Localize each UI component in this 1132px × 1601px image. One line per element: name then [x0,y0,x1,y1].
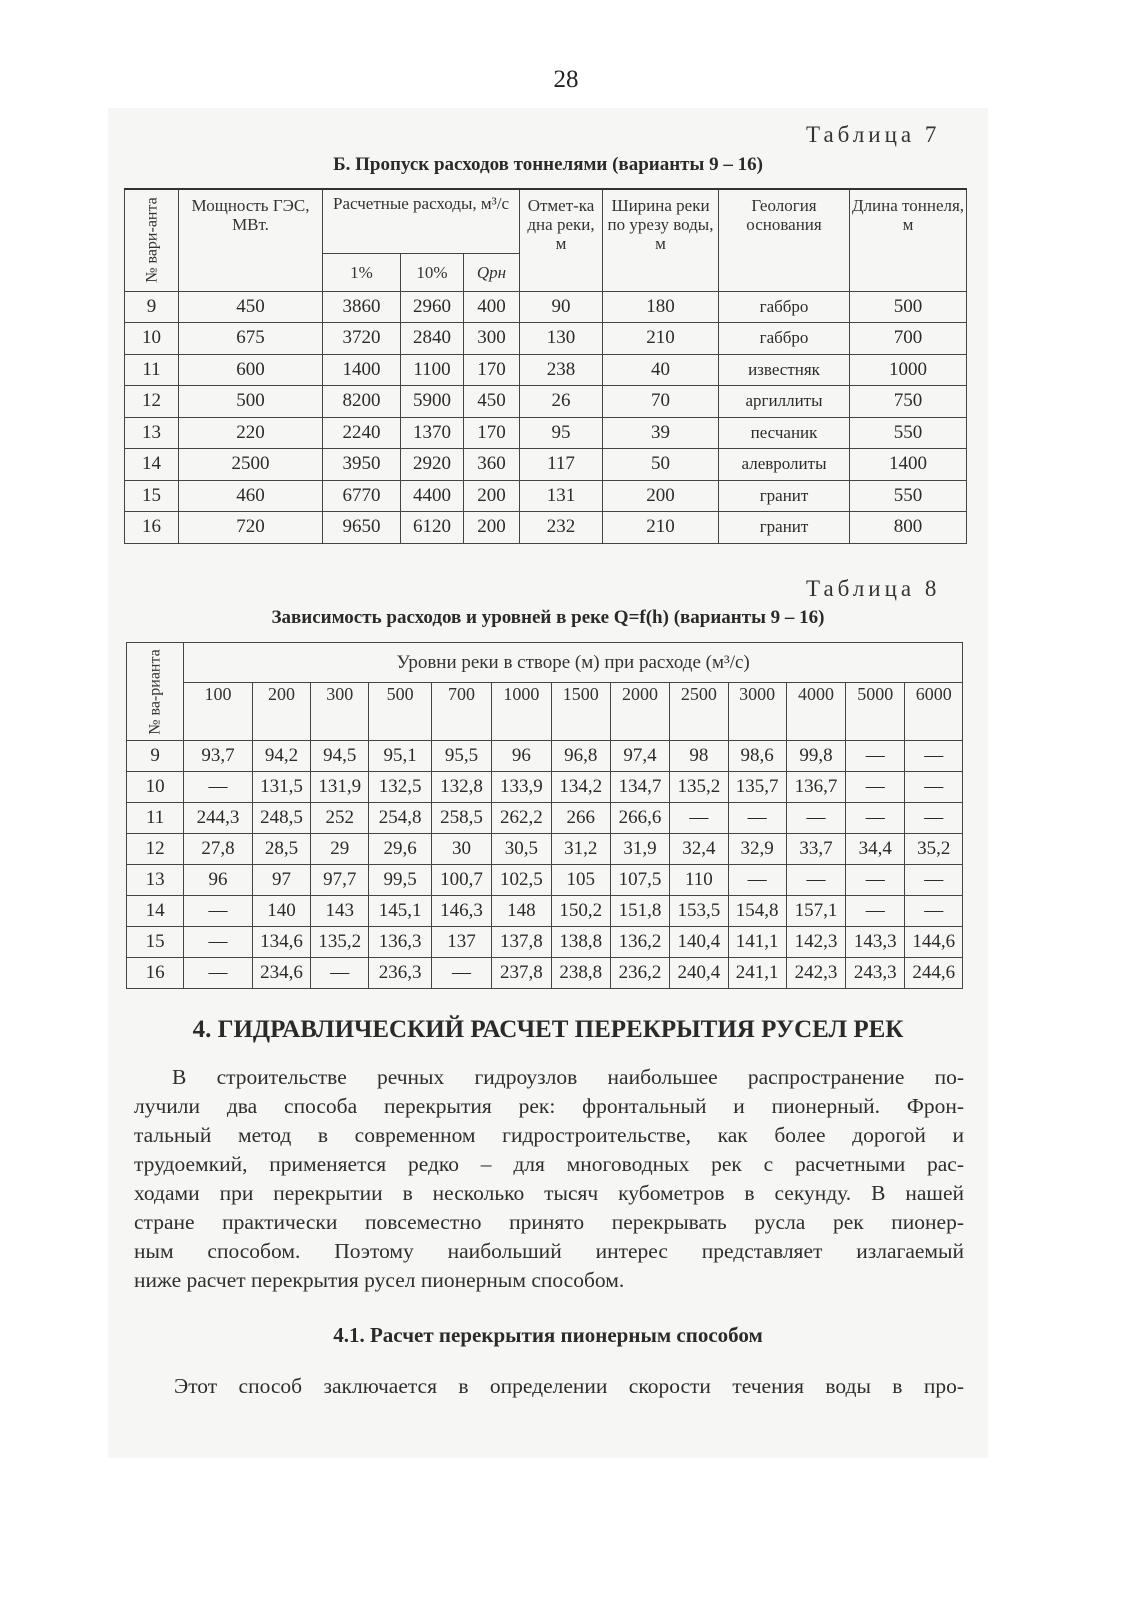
table-cell: 10 [125,323,179,355]
table-cell: — [670,803,728,834]
table-cell: 700 [850,323,967,355]
table-cell: 117 [520,449,603,481]
header-flow: 2000 [610,683,669,741]
table-cell: 33,7 [786,834,845,865]
table-cell: 96,8 [551,741,610,772]
header-group: Уровни реки в створе (м) при расходе (м³/с) [184,643,963,683]
table-cell: — [846,741,905,772]
table-row [127,896,963,927]
table-cell: 236,2 [610,958,669,989]
table-cell: 31,2 [551,834,610,865]
table-cell: 170 [464,417,520,449]
table-cell: 28,5 [252,834,310,865]
table-row [125,291,967,323]
table-cell: 252 [311,803,369,834]
table-cell: 3950 [323,449,401,481]
paragraph-line: ходами при перекрытии в несколько тысяч кубометров в секунду. В нашей [134,1181,964,1205]
table-cell: 600 [179,354,323,386]
table-cell: 94,2 [252,741,310,772]
table-cell: 93,7 [184,741,253,772]
table-cell: 1400 [850,449,967,481]
table-cell: 6120 [401,512,464,544]
table-cell: 130 [520,323,603,355]
table-cell: 153,5 [670,896,728,927]
table-cell: 200 [464,480,520,512]
table-cell: 6770 [323,480,401,512]
header-flow: 6000 [905,683,963,741]
table-cell: — [905,803,963,834]
table-cell: 13 [127,865,184,896]
table-cell: 400 [464,291,520,323]
table-8 [126,642,963,989]
table-row [125,480,967,512]
table-cell: 136,3 [369,927,431,958]
header-flow: 100 [184,683,253,741]
table-row [127,741,963,772]
header-flow: 500 [369,683,431,741]
paragraph-line: Этот способ заключается в определении скорости течения воды в про- [174,1374,964,1398]
table-cell: — [184,772,253,803]
table-cell: 450 [179,291,323,323]
table-cell: — [728,865,786,896]
header-power: Мощность ГЭС, МВт. [179,189,323,291]
table-cell: 140,4 [670,927,728,958]
table-cell: — [905,772,963,803]
table-cell: 134,2 [551,772,610,803]
table-cell: 14 [125,449,179,481]
table-cell: 800 [850,512,967,544]
table-cell: — [846,865,905,896]
paragraph-line: лучили два способа перекрытия рек: фронтальный и пионерный. Фрон- [134,1094,964,1118]
table-cell: 258,5 [431,803,491,834]
table-cell: 2960 [401,291,464,323]
header-flow: 3000 [728,683,786,741]
table-cell: 97 [252,865,310,896]
table-cell: 1100 [401,354,464,386]
table-cell: 240,4 [670,958,728,989]
table-cell: 460 [179,480,323,512]
table-row [127,834,963,865]
table-cell: 30 [431,834,491,865]
table-cell: 146,3 [431,896,491,927]
table-cell: 200 [603,480,719,512]
table-cell: — [728,803,786,834]
table-cell: 237,8 [492,958,551,989]
table-cell: 550 [850,480,967,512]
table-cell: гранит [719,512,850,544]
table-cell: 11 [127,803,184,834]
table-cell: 39 [603,417,719,449]
table-cell: 234,6 [252,958,310,989]
table-cell: 238,8 [551,958,610,989]
table-cell: — [905,741,963,772]
table-cell: 30,5 [492,834,551,865]
table-cell: 142,3 [786,927,845,958]
table-row [125,386,967,418]
table-cell: габбро [719,323,850,355]
table-cell: 13 [125,417,179,449]
table-cell: гранит [719,480,850,512]
table-cell: 675 [179,323,323,355]
table-cell: 500 [850,291,967,323]
table-cell: 110 [670,865,728,896]
table-cell: 2840 [401,323,464,355]
table-cell: 32,4 [670,834,728,865]
table-cell: 29 [311,834,369,865]
table-cell: 27,8 [184,834,253,865]
table-cell: — [786,865,845,896]
section-paragraph [134,1063,964,1295]
table-cell: 720 [179,512,323,544]
table-cell: 137 [431,927,491,958]
table-cell: 94,5 [311,741,369,772]
table-cell: 148 [492,896,551,927]
table-cell: алевролиты [719,449,850,481]
table-cell: 242,3 [786,958,845,989]
table-cell: 1000 [850,354,967,386]
table-cell: 137,8 [492,927,551,958]
table-cell: 16 [127,958,184,989]
table-cell: 550 [850,417,967,449]
table-cell: 134,6 [252,927,310,958]
table-cell: 16 [125,512,179,544]
table-cell: — [846,803,905,834]
table-cell: 134,7 [610,772,669,803]
table-cell: 96 [184,865,253,896]
header-flow: 200 [252,683,310,741]
table-7-title: Б. Пропуск расходов тоннелями (варианты 9 – 16) [333,154,763,175]
table-cell: — [184,896,253,927]
table-cell: 96 [492,741,551,772]
table-cell: 107,5 [610,865,669,896]
paragraph-line: тальный метод в современном гидростроительстве, как более дорогой и [134,1123,964,1147]
table-cell: 500 [179,386,323,418]
table-cell: 9 [127,741,184,772]
header-variant: № ва-рианта [127,643,184,741]
header-width: Ширина реки по урезу воды, м [603,189,719,291]
table-cell: 243,3 [846,958,905,989]
table-cell: 132,5 [369,772,431,803]
table-8-title: Зависимость расходов и уровней в реке Q=f(h) (варианты 9 – 16) [271,607,825,628]
section-heading: 4. ГИДРАВЛИЧЕСКИЙ РАСЧЕТ ПЕРЕКРЫТИЯ РУСЕЛ РЕК [192,1016,904,1043]
table-cell: 32,9 [728,834,786,865]
table-cell: 236,3 [369,958,431,989]
table-cell: 102,5 [492,865,551,896]
table-cell: 238 [520,354,603,386]
table-cell: 70 [603,386,719,418]
table-cell: — [184,958,253,989]
table-cell: 144,6 [905,927,963,958]
table-cell: 31,9 [610,834,669,865]
table-cell: 210 [603,323,719,355]
table-cell: 300 [464,323,520,355]
table-cell: 150,2 [551,896,610,927]
table-cell: 750 [850,386,967,418]
paragraph-line: ниже расчет перекрытия русел пионерным способом. [134,1268,625,1292]
table-cell: 220 [179,417,323,449]
table-cell: 40 [603,354,719,386]
table-cell: 2920 [401,449,464,481]
header-variant: № вари-анта [125,189,179,291]
table-cell: 34,4 [846,834,905,865]
table-cell: 135,7 [728,772,786,803]
table-cell: 131,5 [252,772,310,803]
table-cell: — [846,896,905,927]
table-cell: 97,4 [610,741,669,772]
table-cell: 12 [127,834,184,865]
table-cell: 140 [252,896,310,927]
table-cell: 157,1 [786,896,845,927]
table-cell: 143 [311,896,369,927]
table-cell: 97,7 [311,865,369,896]
scanned-page [108,108,988,1458]
table-row [125,512,967,544]
table-cell: 136,7 [786,772,845,803]
table-8-label: Таблица 8 [806,576,941,601]
paragraph-line: В строительстве речных гидроузлов наибольшее распространение по- [172,1065,964,1089]
header-flows: Расчетные расходы, м³/с [323,189,520,253]
table-cell: 12 [125,386,179,418]
table-cell: 95,5 [431,741,491,772]
table-cell: 132,8 [431,772,491,803]
header-flow: 1500 [551,683,610,741]
table-cell: 131 [520,480,603,512]
table-row [127,865,963,896]
table-cell: 11 [125,354,179,386]
table-cell: 105 [551,865,610,896]
table-row [127,958,963,989]
table-row [125,354,967,386]
header-flow: 4000 [786,683,845,741]
table-cell: 26 [520,386,603,418]
table-cell: аргиллиты [719,386,850,418]
table-cell: — [905,896,963,927]
table-row [127,803,963,834]
table-cell: — [905,865,963,896]
table-cell: 4400 [401,480,464,512]
table-cell: 180 [603,291,719,323]
header-flow-q: Qрн [464,253,520,291]
table-cell: 131,9 [311,772,369,803]
table-cell: 2240 [323,417,401,449]
table-cell: 138,8 [551,927,610,958]
header-length: Длина тоннеля, м [850,189,967,291]
table-cell: 1400 [323,354,401,386]
table-cell: 136,2 [610,927,669,958]
paragraph-line: трудоемкий, применяется редко – для многоводных рек с расчетными рас- [134,1152,964,1176]
table-cell: 266,6 [610,803,669,834]
table-cell: 50 [603,449,719,481]
table-row [125,323,967,355]
header-flow: 700 [431,683,491,741]
table-cell: 95,1 [369,741,431,772]
table-cell: — [431,958,491,989]
table-cell: 360 [464,449,520,481]
paragraph-line: стране практически повсеместно принято перекрывать русла рек пионер- [134,1210,964,1234]
table-cell: 133,9 [492,772,551,803]
table-cell: — [786,803,845,834]
table-cell: 29,6 [369,834,431,865]
header-flow-10: 10% [401,253,464,291]
table-cell: 2500 [179,449,323,481]
table-cell: 15 [127,927,184,958]
table-cell: 5900 [401,386,464,418]
table-cell: 14 [127,896,184,927]
table-cell: 3860 [323,291,401,323]
table-cell: 9650 [323,512,401,544]
table-cell: 244,3 [184,803,253,834]
table-cell: 210 [603,512,719,544]
table-cell: 450 [464,386,520,418]
table-cell: 9 [125,291,179,323]
table-cell: 248,5 [252,803,310,834]
header-flow: 1000 [492,683,551,741]
table-cell: 241,1 [728,958,786,989]
table-cell: — [846,772,905,803]
table-cell: 154,8 [728,896,786,927]
table-cell: 145,1 [369,896,431,927]
subsection-heading: 4.1. Расчет перекрытия пионерным способом [333,1323,763,1347]
table-cell: — [311,958,369,989]
table-row [127,927,963,958]
page-number: 28 [553,66,579,93]
header-bottom: Отмет-ка дна реки, м [520,189,603,291]
header-flow: 2500 [670,683,728,741]
table-cell: 98 [670,741,728,772]
table-cell: 244,6 [905,958,963,989]
table-cell: 151,8 [610,896,669,927]
table-cell: 100,7 [431,865,491,896]
header-flow-1: 1% [323,253,401,291]
table-cell: 143,3 [846,927,905,958]
table-row [127,772,963,803]
table-row [125,449,967,481]
table-7-label: Таблица 7 [806,122,941,147]
table-cell: 3720 [323,323,401,355]
table-cell: 10 [127,772,184,803]
table-cell: 1370 [401,417,464,449]
table-cell: 95 [520,417,603,449]
table-cell: 98,6 [728,741,786,772]
table-row [125,417,967,449]
table-cell: 262,2 [492,803,551,834]
header-flow: 300 [311,683,369,741]
table-cell: известняк [719,354,850,386]
table-cell: 99,8 [786,741,845,772]
table-cell: 266 [551,803,610,834]
table-cell: — [184,927,253,958]
table-cell: габбро [719,291,850,323]
table-cell: 8200 [323,386,401,418]
table-7 [124,188,967,544]
table-cell: 141,1 [728,927,786,958]
paragraph-line: ным способом. Поэтому наибольший интерес представляет излагаемый [134,1239,964,1263]
header-geology: Геология основания [719,189,850,291]
table-cell: 90 [520,291,603,323]
table-cell: 200 [464,512,520,544]
table-cell: 99,5 [369,865,431,896]
table-cell: 170 [464,354,520,386]
table-cell: 35,2 [905,834,963,865]
table-cell: 254,8 [369,803,431,834]
table-cell: 135,2 [670,772,728,803]
table-cell: 232 [520,512,603,544]
header-flow: 5000 [846,683,905,741]
table-cell: песчаник [719,417,850,449]
table-cell: 15 [125,480,179,512]
table-cell: 135,2 [311,927,369,958]
